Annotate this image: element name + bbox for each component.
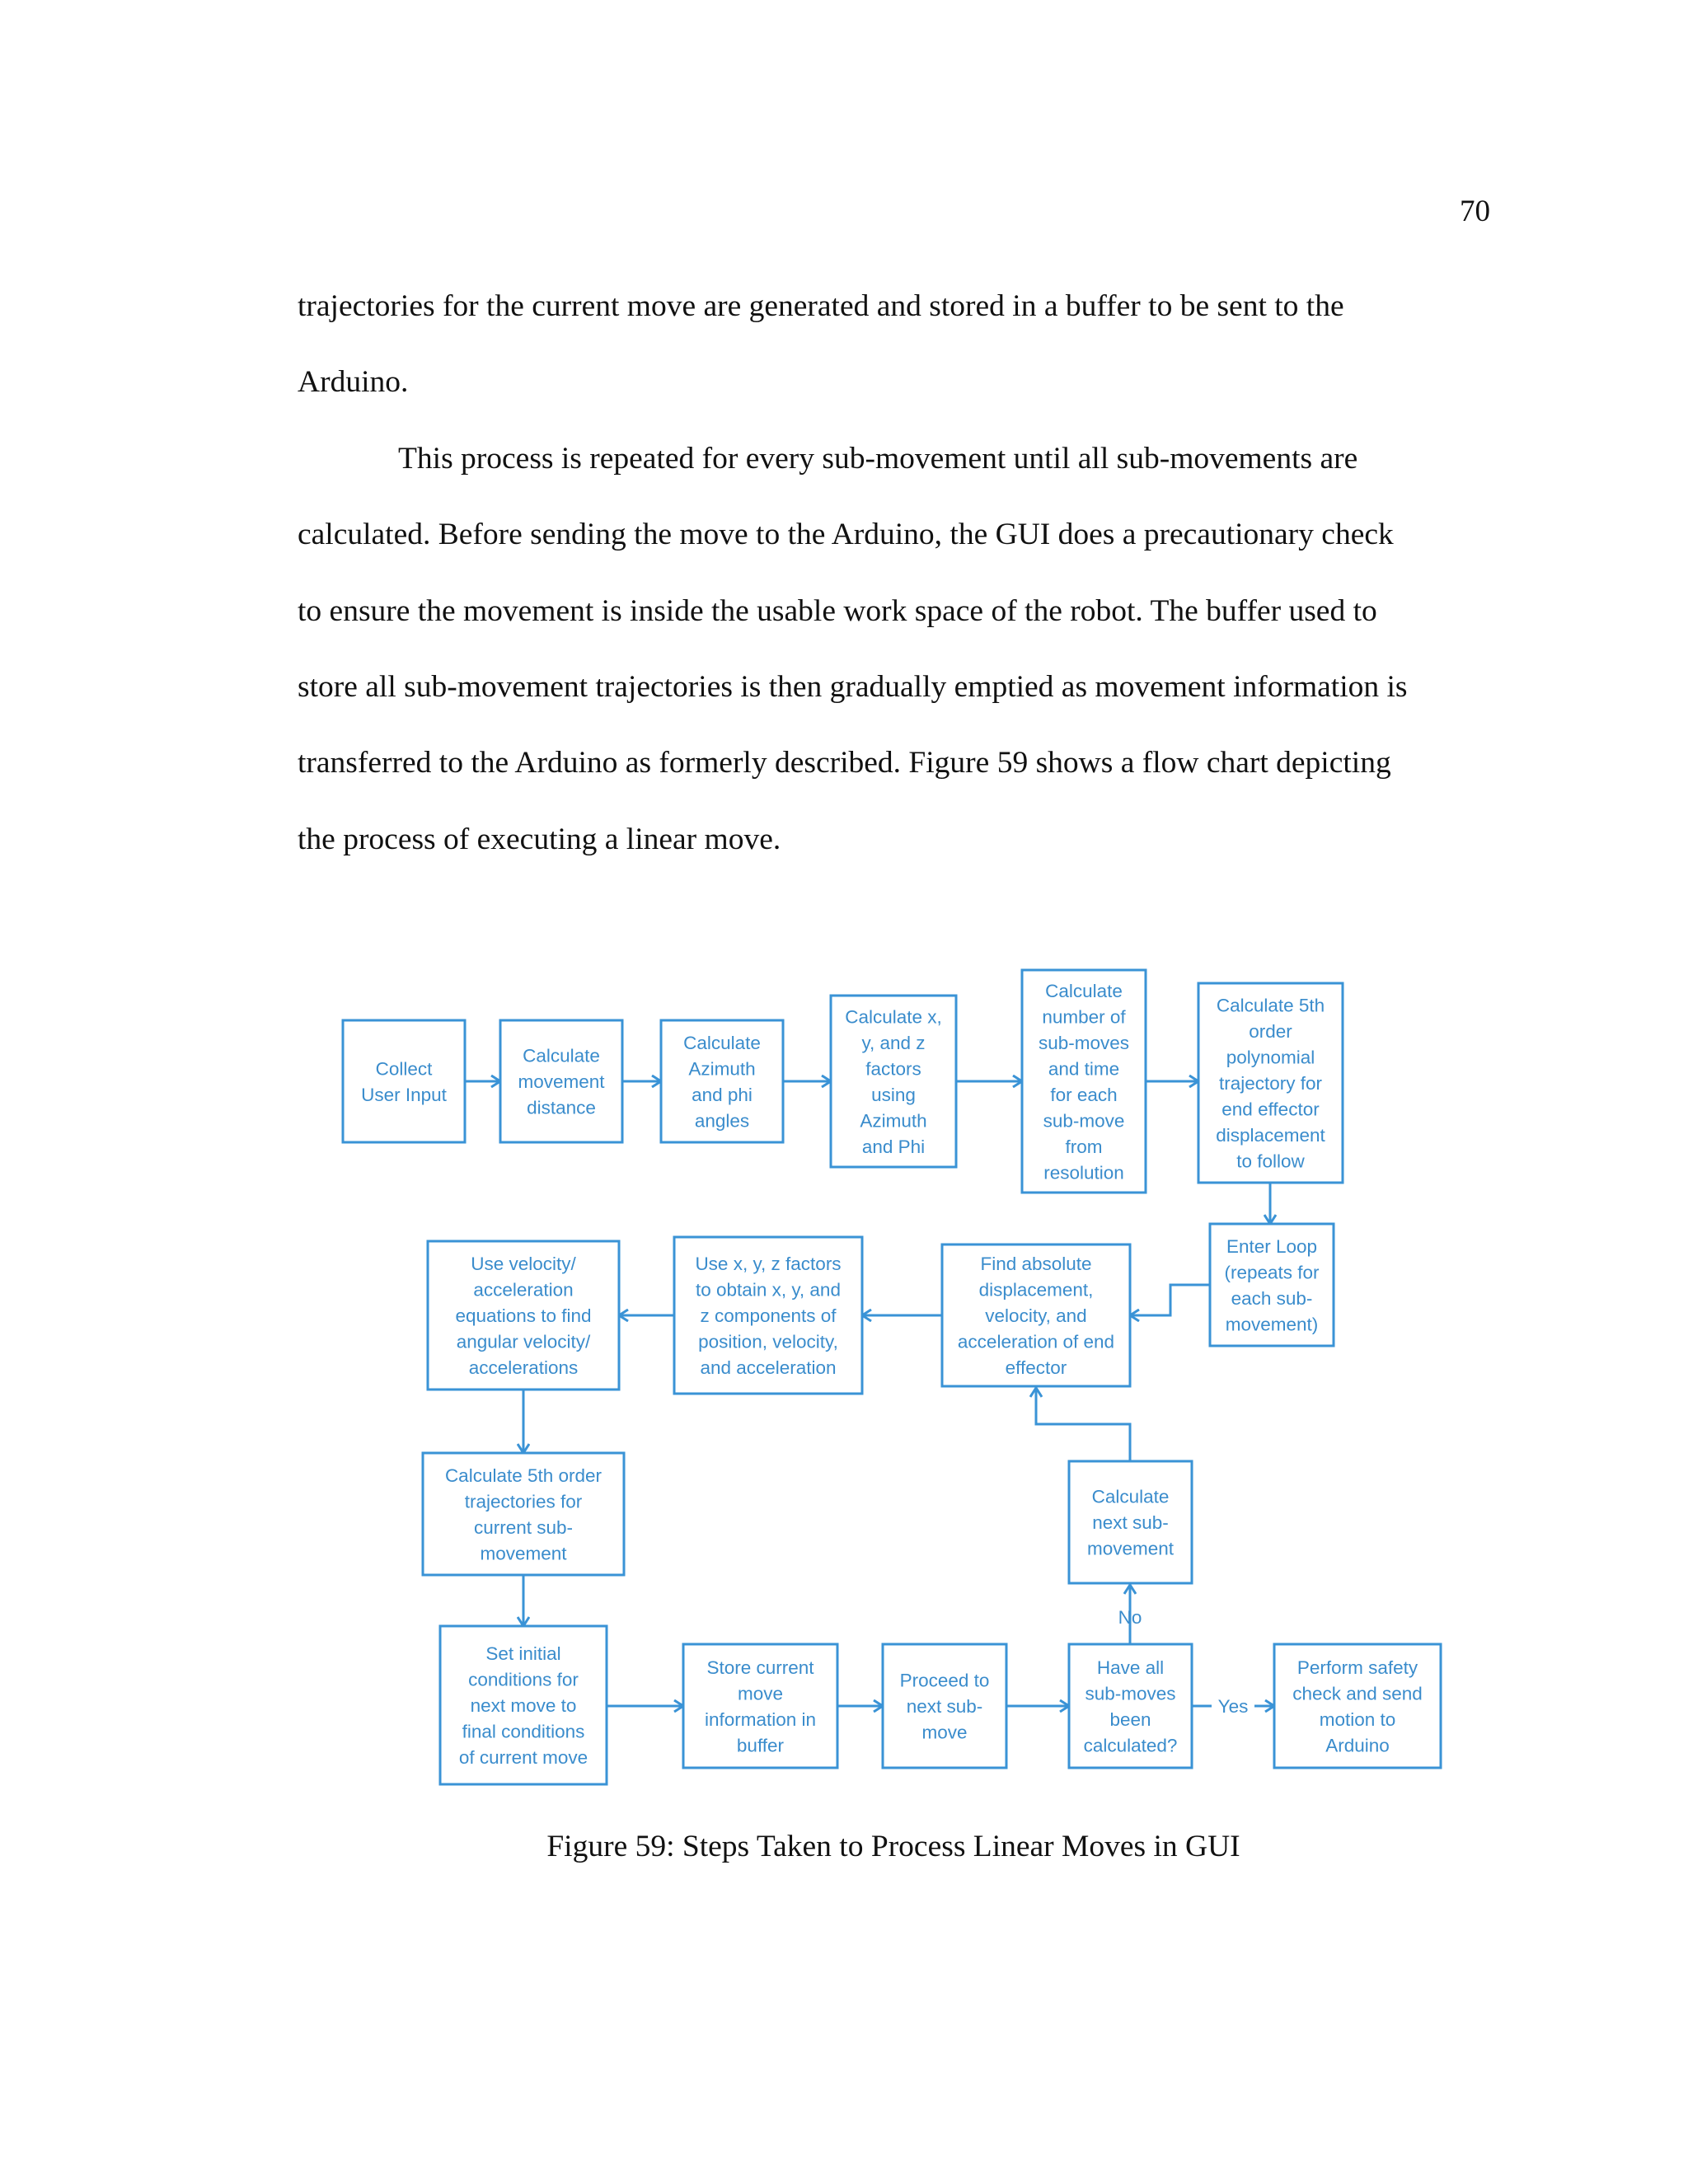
flowchart-node-text: Calculate x, [845,1006,942,1028]
flowchart-node-text: for each [1050,1084,1118,1105]
text-line: trajectories for the current move are generated and stored in a buffer to be sent to the [298,289,1344,323]
text-line: transferred to the Arduino as formerly described. Figure 59 shows a flow chart depicting [298,746,1391,780]
flowchart-node-text: Calculate [523,1045,600,1066]
flowchart-node-text: check and send [1292,1683,1423,1704]
flowchart-node-set-initial [440,1626,607,1784]
flowchart-node-text: distance [527,1097,596,1118]
flowchart-node-text: accelerations [468,1357,579,1378]
flowchart-node-text: Calculate 5th [1216,995,1325,1016]
flowchart-node-text: Collect [375,1058,433,1080]
text-line: calculated. Before sending the move to the Arduino, the GUI does a precautionary check [298,518,1394,552]
flowchart-node-text: motion to [1319,1708,1396,1730]
flowchart-node-text: User Input [361,1084,447,1105]
flowchart-node-text: (repeats for [1224,1262,1320,1283]
flowchart-node-text: angles [694,1110,750,1132]
flowchart-node-text: Proceed to [899,1670,990,1691]
flowchart-node-text: Calculate [683,1032,761,1053]
flowchart-node-use-velocity [428,1241,619,1390]
flowchart-node-text: Store current [706,1657,814,1678]
flowchart-node-text: displacement, [978,1279,1094,1301]
flowchart-node-text: Set initial [485,1643,561,1664]
flowchart-node-text: Use x, y, z factors [695,1254,842,1274]
flowchart-node-text: next sub- [906,1696,983,1717]
flowchart-box [1022,970,1146,1193]
edge-label-no: No [1118,1607,1142,1628]
flowchart-node-text: Calculate [1091,1486,1170,1507]
flowchart-node-text: velocity, and [985,1305,1087,1326]
flowchart-node-text: number of [1042,1006,1126,1028]
flowchart-node-text: from [1065,1136,1103,1157]
flowchart-node-text: calculated? [1083,1735,1178,1756]
flowchart-node-text: polynomial [1226,1047,1315,1068]
flowchart-node-text: sub-move [1043,1110,1125,1132]
text-line: store all sub-movement trajectories is then gradually emptied as movement information is [298,670,1408,705]
flowchart-node-calc-angles [661,1020,783,1142]
flowchart-node-use-factors [674,1237,862,1394]
flowchart-node-text: movement) [1225,1314,1319,1335]
flowchart-node-text: acceleration [473,1279,574,1301]
flowchart-node-text: Calculate [1045,980,1123,1001]
flowchart-node-text: displacement [1216,1125,1325,1146]
flowchart-node-text: and acceleration [700,1357,837,1378]
flowchart-node-text: acceleration of end [957,1331,1115,1352]
flowchart-node-text: resolution [1043,1162,1124,1183]
flowchart-node-text: and time [1048,1058,1120,1080]
flowchart-node-text: using [871,1084,916,1105]
flowchart-node-text: Azimuth [860,1110,927,1132]
flowchart-node-text: movement [480,1543,567,1564]
flowchart-node-text: move [737,1683,784,1704]
flowchart-node-calc-factors [831,996,956,1167]
flowchart-node-text: and phi [692,1084,753,1105]
flowchart-node-text: position, velocity, [698,1331,838,1352]
flowchart-node-text: factors [865,1058,921,1080]
flowchart-node-text: movement [1086,1538,1175,1559]
text-line: to ensure the movement is inside the usable work space of the robot. The buffer used to [298,593,1377,628]
flowchart-node-text: z components of [700,1305,837,1326]
flowchart-node-text: been [1109,1708,1151,1730]
flowchart-node-text: information in [704,1708,817,1730]
page-number: 70 [1460,194,1490,228]
text-line: Arduino. [298,365,409,400]
flowchart-node-text: order [1249,1021,1292,1042]
flowchart-node-text: movement [518,1071,605,1092]
flowchart-node-text: next move to [470,1695,577,1716]
flowchart-node-text: trajectories for [464,1491,583,1512]
flowchart-node-text: trajectory for [1218,1073,1323,1094]
flowchart-node-collect-input [343,1020,465,1142]
flowchart-node-text: Arduino [1325,1735,1390,1756]
flowchart-node-text: Use velocity/ [471,1254,576,1274]
flowchart-node-text: sub-moves [1085,1683,1176,1704]
flowchart-node-text: equations to find [455,1305,592,1326]
flowchart-node-text: angular velocity/ [456,1331,591,1352]
flowchart-node-text: conditions for [468,1669,579,1690]
flowchart-node-text: to obtain x, y, and [696,1279,841,1301]
flowchart-node-text: each sub- [1231,1287,1313,1309]
flowchart-node-enter-loop [1210,1224,1334,1346]
flowchart-node-text: Perform safety [1296,1657,1418,1678]
arrow-calc-next-to-absolute [1036,1388,1130,1461]
text-line: the process of executing a linear move. [298,822,781,856]
flowchart-node-text: Enter Loop [1226,1235,1318,1257]
flowchart-node-text: buffer [736,1735,785,1756]
flowchart-node-text: of current move [458,1747,588,1768]
flowchart-node-text: next sub- [1092,1512,1169,1533]
flowchart-node-text: Calculate 5th order [444,1465,603,1486]
flowchart-node-store-buffer [683,1644,837,1768]
flowchart-node-find-absolute [942,1244,1130,1386]
figure-caption: Figure 59: Steps Taken to Process Linear Moves in GUI [546,1830,1240,1863]
flowchart-node-calc-distance [500,1020,622,1142]
flowchart-node-text: Azimuth [688,1058,756,1080]
flowchart-box [343,1020,465,1142]
flowchart-node-text: Find absolute [980,1254,1092,1274]
flowchart-node-text: move [921,1722,968,1743]
flowchart-node-calc-submoves [1022,970,1146,1193]
flowchart-node-text: to follow [1236,1151,1305,1172]
flowchart-node-calc-polynomial [1198,983,1343,1183]
text-line: This process is repeated for every sub-movement until all sub-movements are [398,441,1358,476]
flowchart-node-text: Have all [1096,1657,1165,1678]
flowchart-node-calc-trajectories [423,1453,624,1575]
edge-label-yes: Yes [1217,1696,1249,1717]
arrow-loop-to-absolute [1130,1285,1210,1315]
flowchart-node-proceed-next [883,1644,1006,1768]
flowchart-node-text: current sub- [473,1516,574,1538]
flowchart-node-text: sub-moves [1038,1032,1130,1053]
flowchart-node-text: final conditions [462,1721,585,1742]
flowchart-node-text: end effector [1221,1099,1320,1120]
flowchart-node-text: and Phi [861,1136,926,1157]
flowchart-node-calc-next [1069,1461,1192,1583]
flowchart-node-text: y, and z [861,1032,926,1053]
flowchart-node-text: effector [1005,1357,1067,1378]
flowchart-node-all-calculated [1069,1644,1192,1768]
flowchart-node-safety-check [1274,1644,1441,1768]
